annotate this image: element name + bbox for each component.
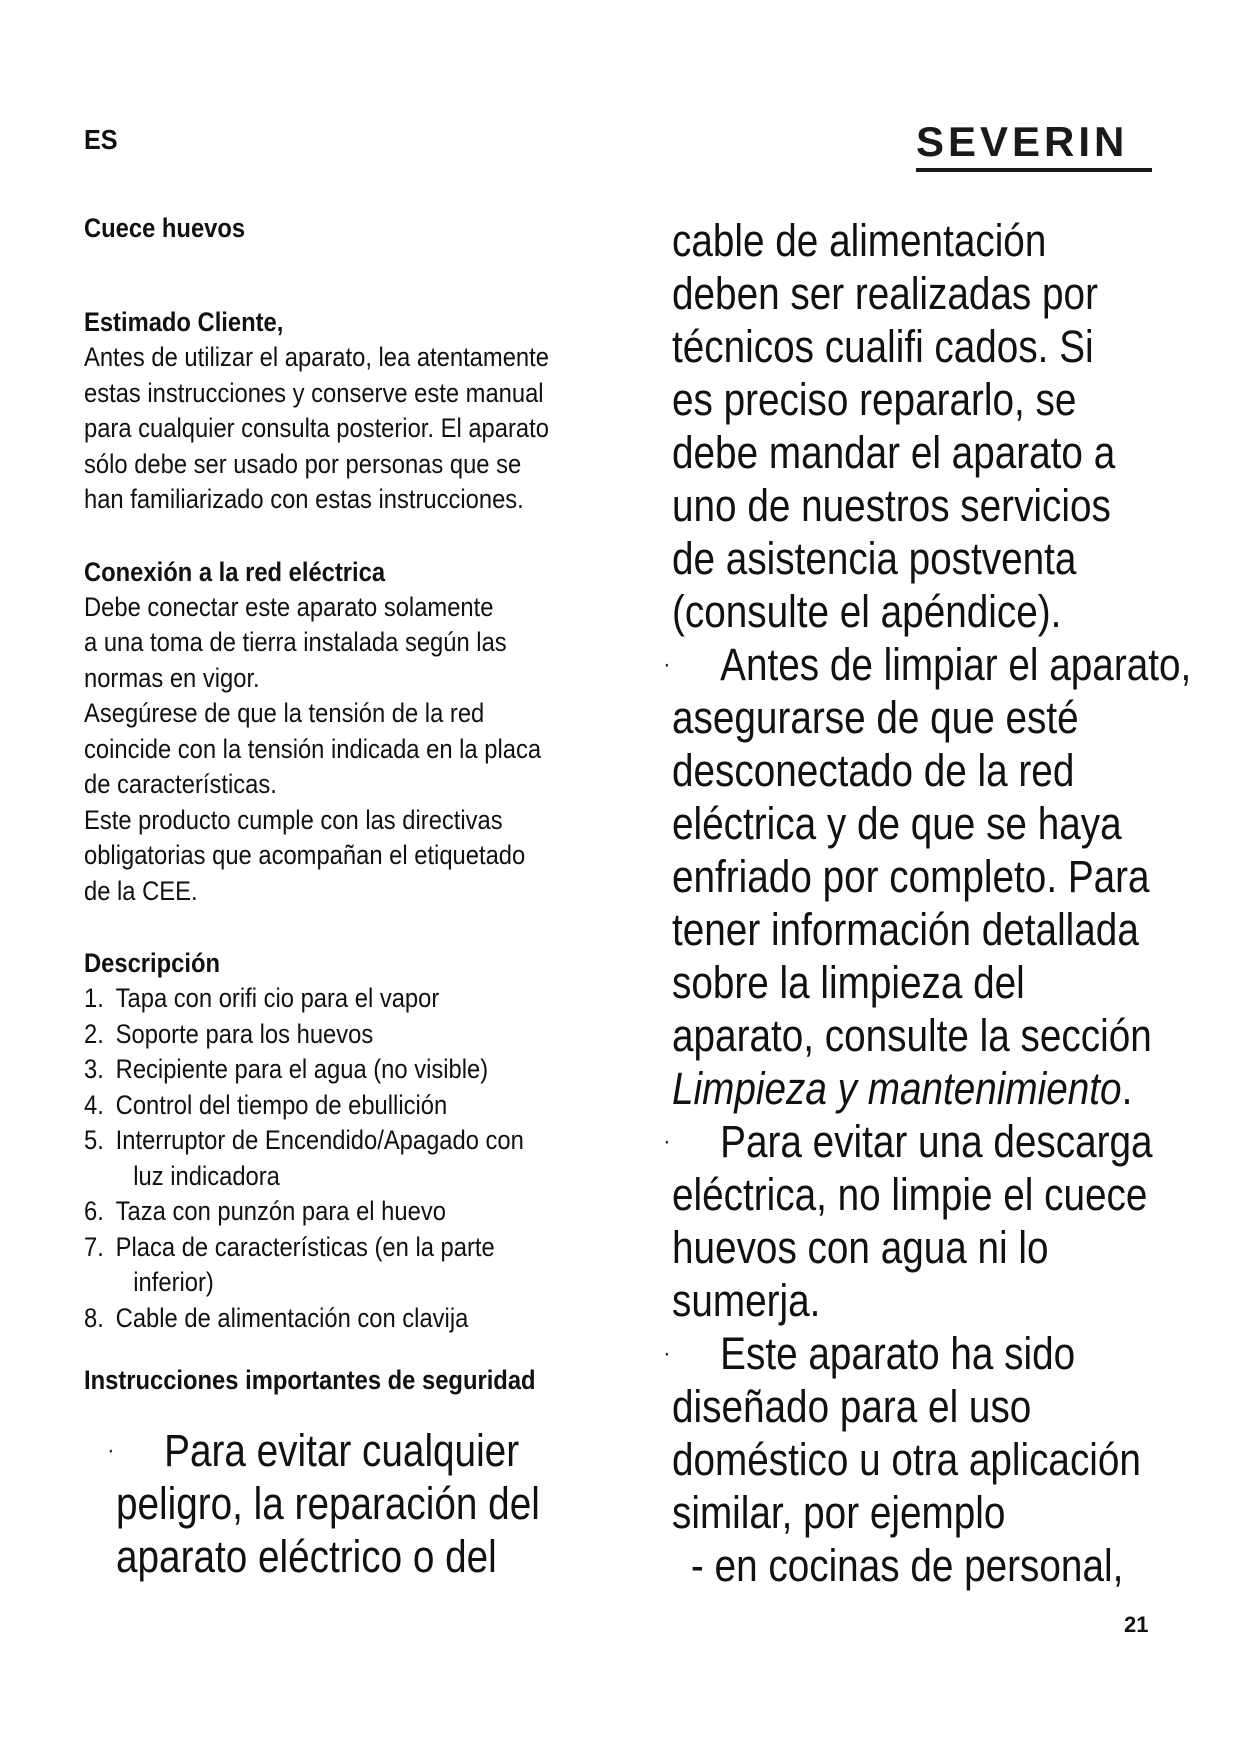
text-line: debe mandar el aparato a [672,427,1116,478]
description-heading: Descripción [84,948,221,978]
text-line: · Este aparato ha sido [663,1328,1076,1379]
safety-line: peligro, la reparación del [116,1478,540,1529]
text-line: sumerja. [672,1275,821,1326]
text-line: doméstico u otra aplicación [672,1434,1141,1485]
safety-heading: Instrucciones importantes de seguridad [84,1365,536,1395]
text-line: aparato, consulte la sección [672,1010,1152,1061]
connection-heading: Conexión a la red eléctrica [84,556,386,587]
connection-line: Asegúrese de que la tensión de la red [84,698,485,728]
list-item: 1. Tapa con orifi cio para el vapor [84,983,440,1013]
text-line: uno de nuestros servicios [672,480,1111,531]
list-item: 2. Soporte para los huevos [84,1018,374,1049]
bullet-icon: · [107,1437,115,1464]
bullet-icon: · [663,1340,671,1367]
safety-line: aparato eléctrico o del [116,1531,497,1582]
list-item: 7. Placa de características (en la parte inferior) [84,1231,495,1297]
text-line: - en cocinas de personal, [690,1540,1124,1591]
page-number: 21 [1124,1612,1149,1637]
connection-line: coincide con la tensión indicada en la placa [84,733,542,764]
text-line: eléctrica, no limpie el cuece [672,1169,1148,1220]
list-item: 6. Taza con punzón para el huevo [84,1196,446,1226]
safety-line: · Para evitar cualquier [107,1425,520,1476]
brand-logo [916,118,1152,172]
document-title: Cuece huevos [84,213,246,243]
intro-line: Antes de utilizar el aparato, lea atentamente [84,342,549,372]
text-line: asegurarse de que esté [672,692,1079,743]
list-item: 8. Cable de alimentación con clavija [84,1302,469,1333]
intro-line: estas instrucciones y conserve este manual [84,377,544,408]
bullet-icon: · [663,1128,671,1155]
text-line: deben ser realizadas por [672,268,1098,319]
intro-line: han familiarizado con estas instrucciones. [84,484,524,514]
text-line: eléctrica y de que se haya [672,798,1122,849]
connection-line: de la CEE. [84,875,198,906]
text-line: de asistencia postventa [672,533,1077,584]
parts-list [84,981,630,1336]
left-column [84,210,644,1398]
text-line: (consulte el apéndice). [672,586,1062,637]
text-line: sobre la limpieza del [672,957,1025,1008]
text-line: cable de alimentación [672,215,1047,266]
list-item: 4. Control del tiempo de ebullición [84,1089,448,1120]
list-item: 3. Recipiente para el agua (no visible) [84,1054,489,1084]
text-line: diseñado para el uso [672,1381,1032,1432]
text-line: · Para evitar una descarga [663,1116,1153,1167]
text-line: · Antes de limpiar el aparato, [663,639,1192,690]
text-line: es preciso repararlo, se [672,374,1077,425]
text-line: Limpieza y mantenimiento. [672,1063,1133,1114]
connection-line: a una toma de tierra instalada según las [84,627,507,657]
connection-line: Debe conectar este aparato solamente [84,591,494,622]
brand-underline [916,168,1152,172]
text-line: huevos con agua ni lo [672,1222,1049,1273]
connection-line: Este producto cumple con las directivas [84,804,503,835]
intro-line: para cualquier consulta posterior. El aparato [84,413,549,443]
connection-line: de características. [84,769,277,799]
intro-line: sólo debe ser usado por personas que se [84,448,522,479]
text-line: enfriado por completo. Para [672,851,1150,902]
text-line: técnicos cualifi cados. Si [672,321,1094,372]
list-item: 5. Interruptor de Encendido/Apagado con luz indicadora [84,1125,524,1191]
text-line: similar, por ejemplo [672,1487,1006,1538]
text-line: tener información detallada [672,904,1139,955]
connection-line: obligatorias que acompañan el etiquetado [84,840,526,870]
brand-name: SEVERIN [916,118,1129,165]
connection-line: normas en vigor. [84,662,260,693]
text-line: desconectado de la red [672,745,1075,796]
greeting-heading: Estimado Cliente, [84,307,284,337]
safety-paragraph [107,1424,756,1583]
bullet-icon: · [663,651,671,678]
language-code: ES [84,124,118,155]
right-column [663,214,1241,1592]
section-reference: Limpieza y mantenimiento [672,1063,1122,1114]
